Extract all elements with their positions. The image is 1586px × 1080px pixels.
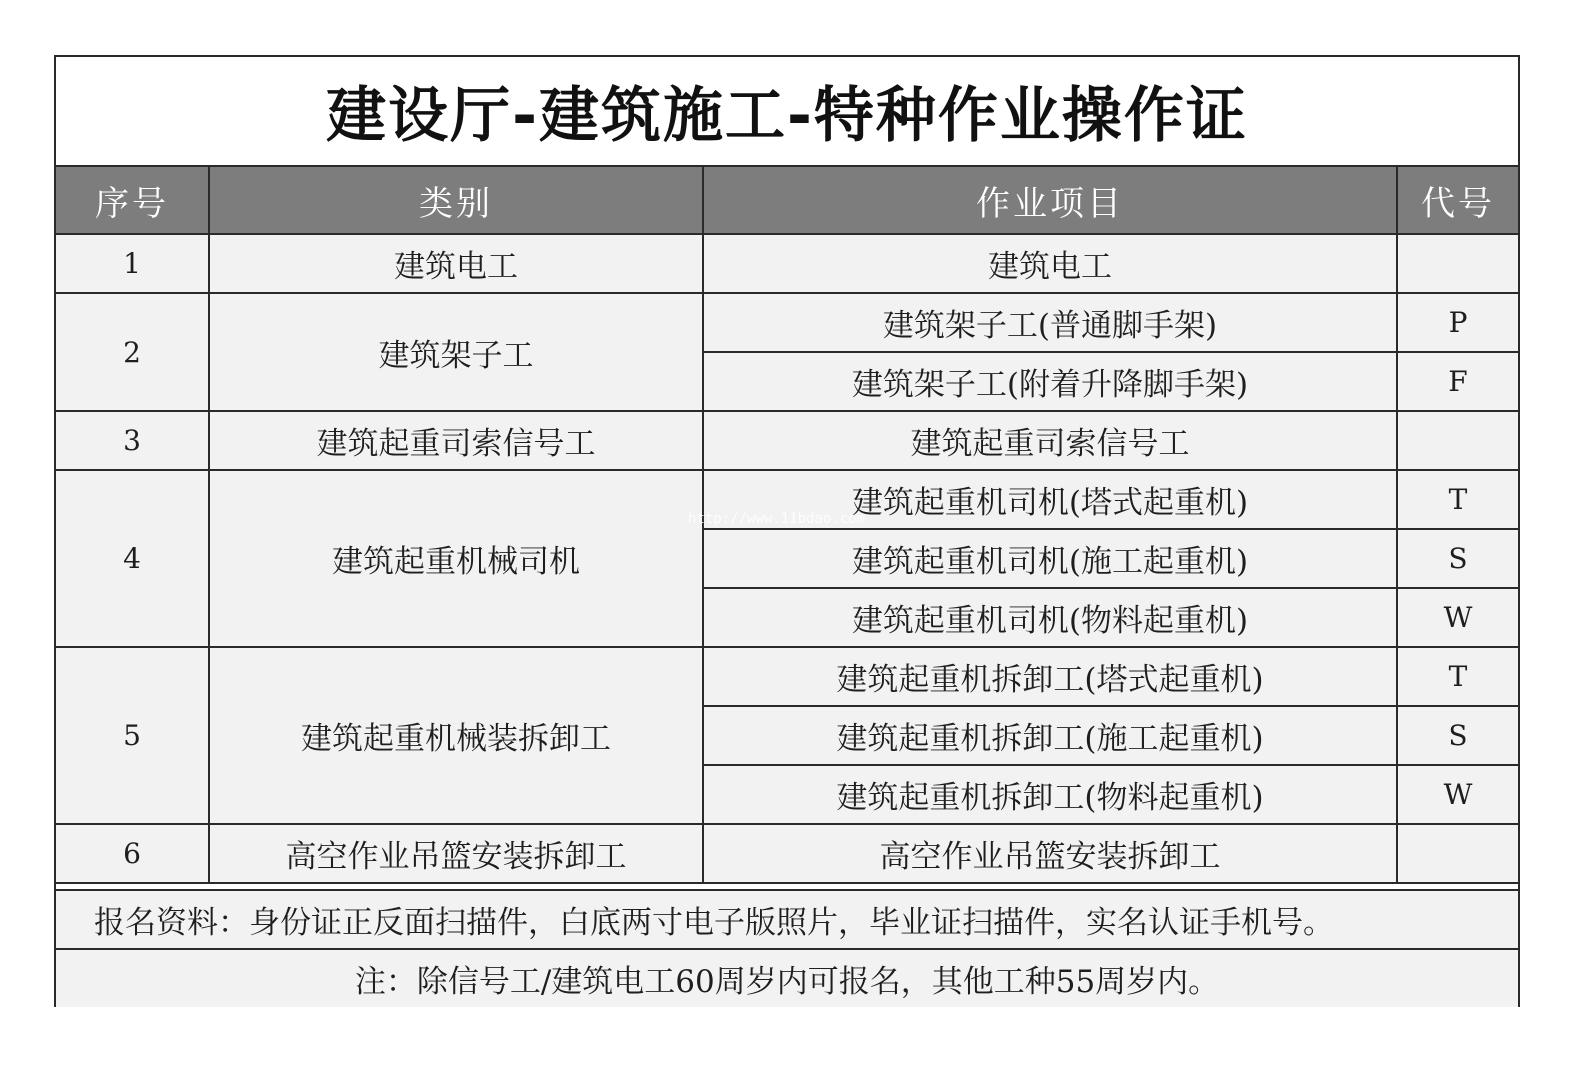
row-code: S: [1397, 706, 1518, 765]
row-operation: 建筑起重机拆卸工(施工起重机): [703, 706, 1397, 765]
row-code: [1397, 824, 1518, 883]
row-operation: 高空作业吊篮安装拆卸工: [703, 824, 1397, 883]
page-title: 建设厅-建筑施工-特种作业操作证: [56, 57, 1518, 167]
table-row: [56, 293, 1518, 352]
row-index: 3: [56, 411, 209, 470]
row-category: 建筑电工: [209, 234, 703, 293]
row-code: S: [1397, 529, 1518, 588]
row-operation: 建筑架子工(普通脚手架): [703, 293, 1397, 352]
watermark-text: http://www.11bdao.com: [688, 511, 866, 527]
row-code: T: [1397, 470, 1518, 529]
certificate-table-sheet: [54, 55, 1520, 1007]
row-operation: 建筑起重机拆卸工(塔式起重机): [703, 647, 1397, 706]
materials-note: 报名资料：身份证正反面扫描件，白底两寸电子版照片，毕业证扫描件，实名认证手机号。: [56, 889, 1518, 948]
row-index: 5: [56, 647, 209, 824]
header-code: 代号: [1397, 167, 1518, 234]
row-operation: 建筑起重机司机(物料起重机): [703, 588, 1397, 647]
table-row: [56, 647, 1518, 706]
row-operation: 建筑起重机司机(施工起重机): [703, 529, 1397, 588]
age-remark-note: 注：除信号工/建筑电工60周岁内可报名，其他工种55周岁内。: [56, 948, 1518, 1007]
row-code: [1397, 411, 1518, 470]
row-category: 建筑起重司索信号工: [209, 411, 703, 470]
row-operation: 建筑起重机拆卸工(物料起重机): [703, 765, 1397, 824]
header-category: 类别: [209, 167, 703, 234]
row-category: 高空作业吊篮安装拆卸工: [209, 824, 703, 883]
row-category: 建筑架子工: [209, 293, 703, 411]
row-operation: 建筑起重机司机(塔式起重机): [703, 470, 1397, 529]
row-code: W: [1397, 588, 1518, 647]
row-code: T: [1397, 647, 1518, 706]
row-index: 4: [56, 470, 209, 647]
header-index: 序号: [56, 167, 209, 234]
header-operation: 作业项目: [703, 167, 1397, 234]
row-index: 2: [56, 293, 209, 411]
table-row: [56, 824, 1518, 883]
table-row: [56, 234, 1518, 293]
row-operation: 建筑架子工(附着升降脚手架): [703, 352, 1397, 411]
row-operation: 建筑起重司索信号工: [703, 411, 1397, 470]
table-header-row: [56, 167, 1518, 234]
row-index: 1: [56, 234, 209, 293]
row-index: 6: [56, 824, 209, 883]
row-operation: 建筑电工: [703, 234, 1397, 293]
row-category: 建筑起重机械司机: [209, 470, 703, 647]
row-category: 建筑起重机械装拆卸工: [209, 647, 703, 824]
row-code: W: [1397, 765, 1518, 824]
table-row: [56, 411, 1518, 470]
row-code: F: [1397, 352, 1518, 411]
row-code: [1397, 234, 1518, 293]
row-code: P: [1397, 293, 1518, 352]
